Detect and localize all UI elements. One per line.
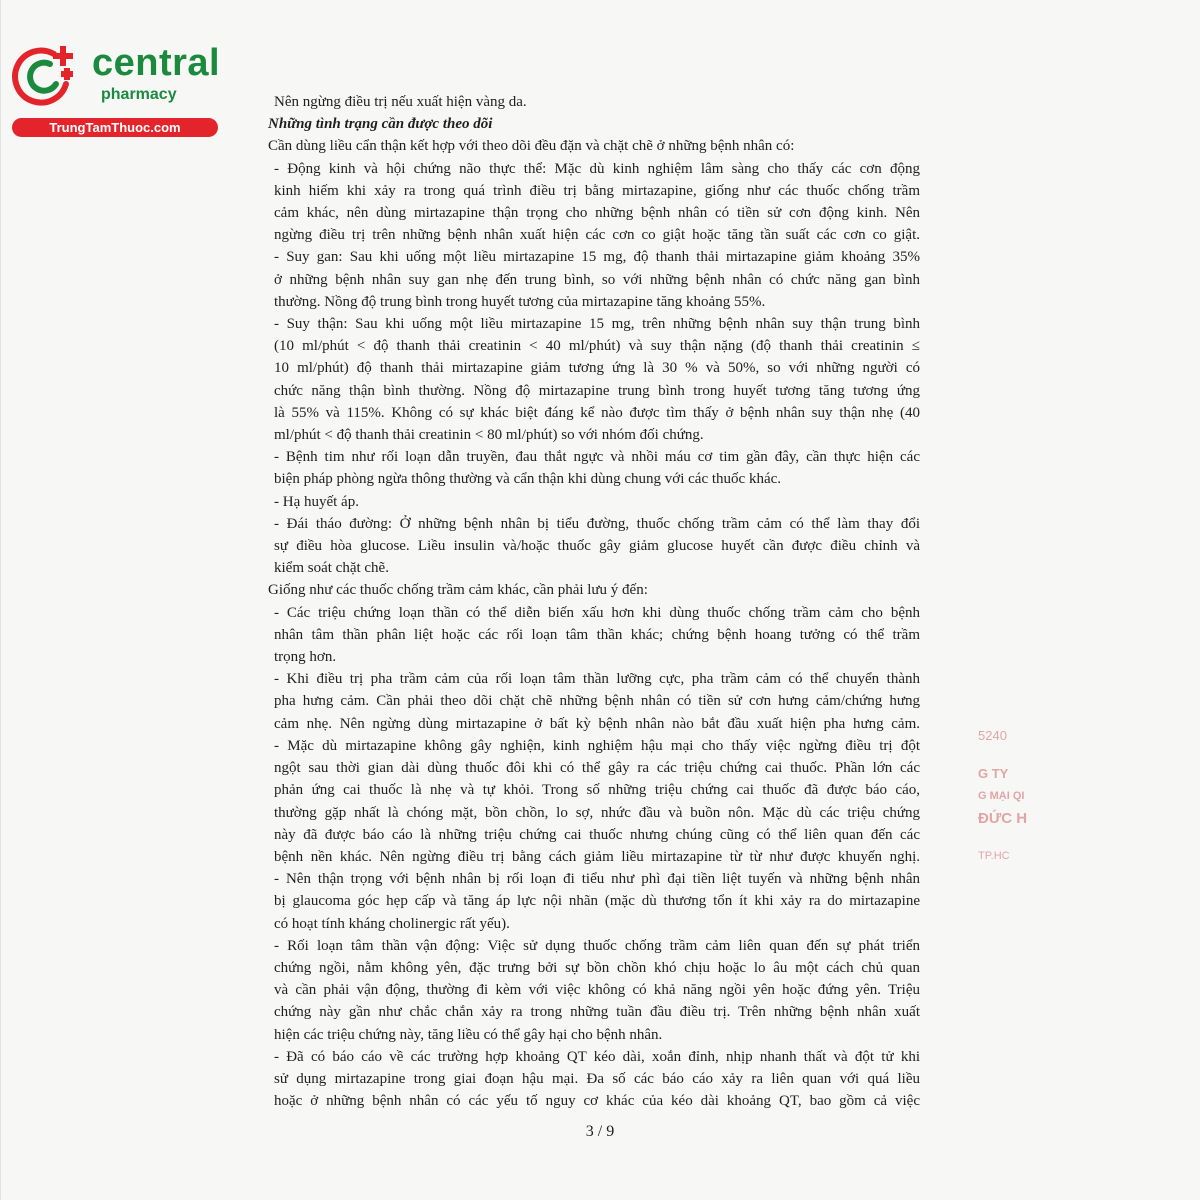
logo-subtitle: pharmacy: [101, 86, 177, 103]
text-line: bị glaucoma góc hẹp cấp và tăng áp lực nội nhãn (mặc dù thương tổn ít khi xảy ra do mirtazapine: [274, 893, 920, 910]
text-line: hoặc ở những bệnh nhân có các yếu tố nguy cơ khác của kéo dài khoảng QT, bao gồm cả việc: [274, 1093, 920, 1110]
text-line: - Các triệu chứng loạn thần có thể diễn biến xấu hơn khi dùng thuốc chống trầm cảm cho bệnh: [274, 604, 920, 621]
text-line: - Khi điều trị pha trầm cảm của rối loạn tâm thần lưỡng cực, pha trầm cảm có thể chuyển thành: [274, 671, 920, 688]
stamp-text: G TY: [978, 766, 1009, 781]
stamp-text: ĐỨC H: [978, 810, 1028, 827]
text-line: Cần dùng liều cẩn thận kết hợp với theo dõi đều đặn và chặt chẽ ở những bệnh nhân có:: [268, 138, 795, 155]
text-line: - Nên thận trọng với bệnh nhân bị rối loạn đi tiểu như phì đại tiền liệt tuyến và những bệnh nhân: [274, 871, 920, 888]
text-line: chức năng thận bình thường. Nồng độ mirtazapine trung bình trong huyết tương tăng tương ứng: [274, 382, 920, 399]
text-line: sử dụng mirtazapine trong giai đoạn hậu mại. Đa số các báo cáo xảy ra liên quan với quá liều: [274, 1070, 920, 1087]
stamp-text: 5240: [978, 728, 1007, 743]
text-line: bệnh nền khác. Nên ngừng điều trị bằng cách giảm liều mirtazapine từ từ như được khuyến nghị.: [274, 848, 920, 865]
text-line: là 55% và 115%. Không có sự khác biệt đáng kể nào được tìm thấy ở bệnh nhân suy thận nhẹ (40: [274, 404, 920, 421]
text-line: chứng này gần như chắc chắn xảy ra trong những tuần đầu điều trị. Trên những bệnh nhân xuất: [274, 1004, 920, 1021]
text-line: thường gặp nhất là chóng mặt, bồn chồn, lo sợ, nhức đầu và buồn nôn. Mặc dù các triệu chứng: [274, 804, 920, 821]
text-line: này đã được báo cáo là những triệu chứng cai thuốc nhưng chúng cũng có thể liên quan đến các: [274, 826, 920, 843]
text-line: kinh hiếm khi xảy ra trong quá trình điều trị bằng mirtazapine, giống như các thuốc chống trầm: [274, 182, 920, 199]
pharmacy-logo[interactable]: [10, 34, 221, 139]
text-line: có hoạt tính kháng cholinergic rất yếu).: [274, 915, 510, 932]
text-line: - Bệnh tim như rối loạn dẫn truyền, đau thắt ngực và nhồi máu cơ tim gần đây, cần thực hiện các: [274, 449, 920, 466]
text-line: hiện các triệu chứng này, tăng liều có thể gây hại cho bệnh nhân.: [274, 1026, 663, 1043]
text-line: Nên ngừng điều trị nếu xuất hiện vàng da.: [274, 94, 527, 110]
text-line: ngừng điều trị trên những bệnh nhân xuất hiện các cơn co giật hoặc tăng tần suất các cơn co giật.: [274, 227, 920, 244]
text-line: 10 ml/phút) độ thanh thải mirtazapine giảm tương ứng là 30 % và 50%, so với những người có: [274, 360, 920, 377]
stamp-text: TP.HC: [978, 850, 1010, 862]
text-line: - Hạ huyết áp.: [274, 493, 359, 510]
text-line: - Mặc dù mirtazapine không gây nghiện, kinh nghiệm hậu mại cho thấy việc ngừng điều trị đột: [274, 737, 920, 754]
text-line: ở những bệnh nhân suy gan nhẹ đến trung bình, so với những bệnh nhân có chức năng gan bình: [274, 271, 920, 288]
text-line: phản ứng cai thuốc là nhẹ và tự khỏi. Trong số những triệu chứng cai thuốc đã được báo cáo,: [274, 782, 920, 799]
text-line: - Đái tháo đường: Ở những bệnh nhân bị tiểu đường, thuốc chống trầm cảm có thể làm thay đổi: [274, 515, 920, 532]
text-line: - Đã có báo cáo về các trường hợp khoảng QT kéo dài, xoắn đỉnh, nhịp nhanh thất và đột tử khi: [274, 1048, 920, 1065]
text-line: (10 ml/phút < độ thanh thải creatinin < 40 ml/phút) và suy thận nặng (độ thanh thải creatinin ≤: [274, 338, 920, 355]
text-line: Giống như các thuốc chống trầm cảm khác, cần phải lưu ý đến:: [268, 582, 648, 599]
text-line: kiểm soát chặt chẽ.: [274, 560, 389, 577]
document-body: [268, 91, 920, 1112]
text-line: - Suy thận: Sau khi uống một liều mirtazapine 15 mg, trên những bệnh nhân suy thận trung bình: [274, 316, 920, 333]
stamp-text: G MẠI QI: [978, 790, 1025, 802]
text-line: ngột sau thời gian dài dùng thuốc đôi khi có thể gây ra các triệu chứng cai thuốc. Phần lớn các: [274, 760, 920, 777]
text-line: cảm khác, nên dùng mirtazapine thận trọng cho những bệnh nhân có tiền sử cơn động kinh. Nên: [274, 205, 920, 222]
section-heading: Những tình trạng cần được theo dõi: [268, 116, 493, 133]
page-number: 3 / 9: [585, 1123, 615, 1140]
text-line: thường. Nồng độ trung bình trong huyết tương của mirtazapine tăng khoảng 55%.: [274, 293, 766, 310]
text-line: - Động kinh và hội chứng não thực thể: Mặc dù kinh nghiệm lâm sàng cho thấy các cơn động: [274, 160, 920, 177]
text-line: sự điều hòa glucose. Liều insulin và/hoặc thuốc gây giảm glucose huyết cần được điều chỉnh và: [274, 538, 920, 555]
text-line: - Rối loạn tâm thần vận động: Việc sử dụng thuốc chống trầm cảm liên quan đến sự phát triển: [274, 937, 920, 954]
text-line: nhân tâm thần phân liệt hoặc các rối loạn tâm thần khác; chứng bệnh hoang tưởng có thể trầm: [274, 626, 920, 643]
company-stamp: [978, 728, 1028, 878]
text-line: - Suy gan: Sau khi uống một liều mirtazapine 15 mg, độ thanh thải mirtazapine giảm khoảng 35%: [274, 249, 920, 266]
logo-site-link[interactable]: TrungTamThuoc.com: [12, 118, 218, 137]
logo-brand: central: [92, 42, 221, 84]
pharmacy-cross-icon: [10, 38, 82, 110]
text-line: chứng ngồi, nằm không yên, đặc trưng bởi sự bồn chồn khó chịu hoặc lo âu một cách chủ quan: [274, 959, 920, 976]
text-line: pha hưng cảm. Cần phải theo dõi chặt chẽ những bệnh nhân có tiền sử cơn hưng cảm/chứng hưng: [274, 693, 920, 710]
text-line: ml/phút < độ thanh thải creatinin < 80 ml/phút) so với nhóm đối chứng.: [274, 427, 704, 444]
text-line: biện pháp phòng ngừa thông thường và cẩn thận khi dùng chung với các thuốc khác.: [274, 471, 782, 488]
text-line: cảm nhẹ. Nên ngừng dùng mirtazapine ở bất kỳ bệnh nhân nào bắt đầu xuất hiện pha hưng cảm.: [274, 715, 920, 732]
page-edge: [0, 0, 1, 1200]
text-line: và cần phải vận động, thường đi kèm với việc không có khả năng ngồi yên hoặc đứng yên. Triệu: [274, 982, 920, 999]
text-line: trọng hơn.: [274, 649, 337, 666]
